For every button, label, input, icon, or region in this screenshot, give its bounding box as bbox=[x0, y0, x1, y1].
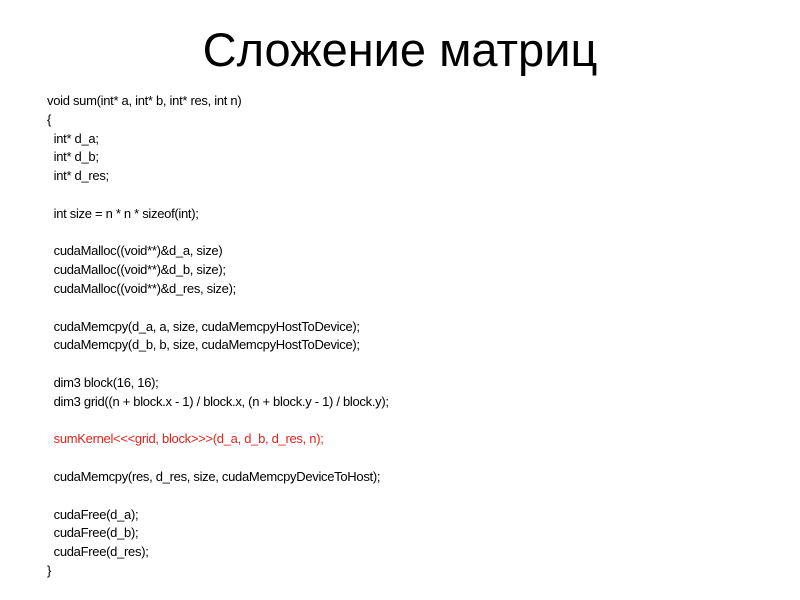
code-line: cudaFree(d_a); bbox=[47, 506, 139, 522]
code-line-highlighted: sumKernel<<<grid, block>>>(d_a, d_b, d_res, n); bbox=[47, 431, 324, 447]
code-line: cudaFree(d_b); bbox=[47, 525, 139, 541]
code-line: { bbox=[47, 111, 52, 127]
code-line bbox=[47, 186, 767, 205]
code-line: int* d_b; bbox=[47, 149, 99, 165]
code-line: cudaMalloc((void**)&d_a, size) bbox=[47, 243, 223, 259]
code-line: } bbox=[47, 562, 52, 578]
code-line: cudaMemcpy(d_a, a, size, cudaMemcpyHostToDevice); bbox=[47, 318, 360, 334]
code-line: int* d_res; bbox=[47, 168, 109, 184]
code-line bbox=[47, 299, 767, 318]
code-line bbox=[47, 449, 767, 468]
code-line bbox=[47, 412, 767, 431]
code-line: cudaMalloc((void**)&d_b, size); bbox=[47, 262, 226, 278]
code-line: cudaMalloc((void**)&d_res, size); bbox=[47, 280, 236, 296]
code-line: cudaMemcpy(d_b, b, size, cudaMemcpyHostToDevice); bbox=[47, 337, 360, 353]
code-line: dim3 grid((n + block.x - 1) / block.x, (n + block.y - 1) / block.y); bbox=[47, 393, 389, 409]
code-line: dim3 block(16, 16); bbox=[47, 374, 159, 390]
code-block bbox=[47, 92, 767, 581]
slide-title: Сложение матриц bbox=[202, 23, 598, 76]
code-line bbox=[47, 355, 767, 374]
code-line: int* d_a; bbox=[47, 130, 99, 146]
code-line: void sum(int* a, int* b, int* res, int n) bbox=[47, 93, 242, 108]
code-line: int size = n * n * sizeof(int); bbox=[47, 205, 199, 221]
code-line: cudaFree(d_res); bbox=[47, 544, 149, 560]
code-line bbox=[47, 224, 767, 243]
code-line bbox=[47, 487, 767, 506]
code-line: cudaMemcpy(res, d_res, size, cudaMemcpyDeviceToHost); bbox=[47, 468, 381, 484]
